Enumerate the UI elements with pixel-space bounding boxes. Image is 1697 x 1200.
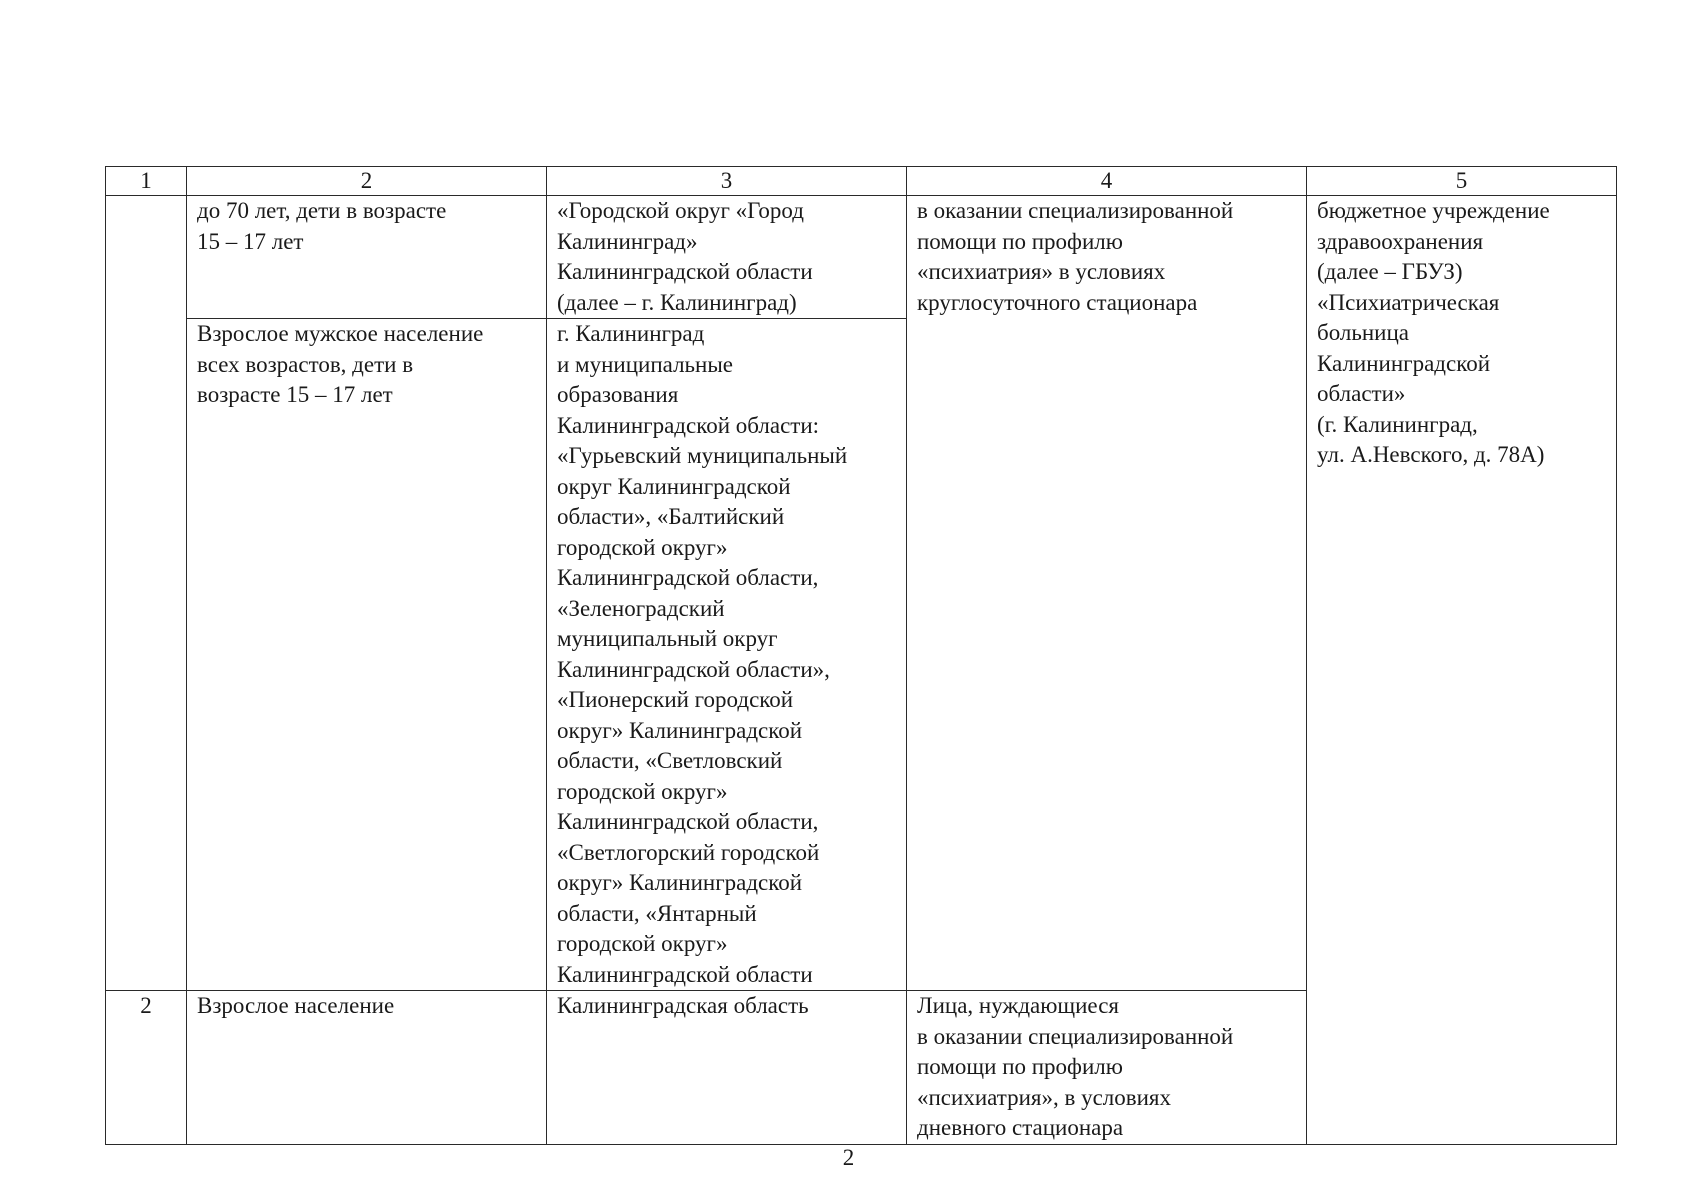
institution-cell: бюджетное учреждение здравоохранения (далее – ГБУЗ) «Психиатрическая больница Калининградской области» (г. Калининград, ул. А.Невского, д. 78А) [1307,196,1617,1145]
row-number-cell [106,196,187,991]
row-number-cell: 2 [106,991,187,1145]
header-col-3: 3 [547,167,907,196]
page-number: 2 [842,1145,855,1170]
care-conditions-cell: Лица, нуждающиеся в оказании специализированной помощи по профилю «психиатрия», в условиях дневного стационара [907,991,1307,1145]
header-row [106,167,1617,196]
header-col-5: 5 [1307,167,1617,196]
territory-cell: г. Калининград и муниципальные образования Калининградской области: «Гурьевский муниципальный округ Калининградской области», «Балтийский городской округ» Калининградской области, «Зеленоградский муниципальный округ Калининградской области», «Пионерский городской округ» Калининградской области, «Светловский городской округ» Калининградской области, «Светлогорский городской округ» Калининградской области, «Янтарный городской округ» Калининградской области [547,319,907,991]
distribution-table [105,166,1617,1145]
table-row [106,196,1617,319]
header-col-4: 4 [907,167,1307,196]
header-col-1: 1 [106,167,187,196]
population-cell: до 70 лет, дети в возрасте 15 – 17 лет [187,196,547,319]
care-conditions-cell: в оказании специализированной помощи по профилю «психиатрия» в условиях круглосуточного стационара [907,196,1307,991]
territory-cell: Калининградская область [547,991,907,1145]
territory-cell: «Городской округ «Город Калининград» Калининградской области (далее – г. Калининград) [547,196,907,319]
header-col-2: 2 [187,167,547,196]
population-cell: Взрослое население [187,991,547,1145]
population-cell: Взрослое мужское население всех возрастов, дети в возрасте 15 – 17 лет [187,319,547,991]
